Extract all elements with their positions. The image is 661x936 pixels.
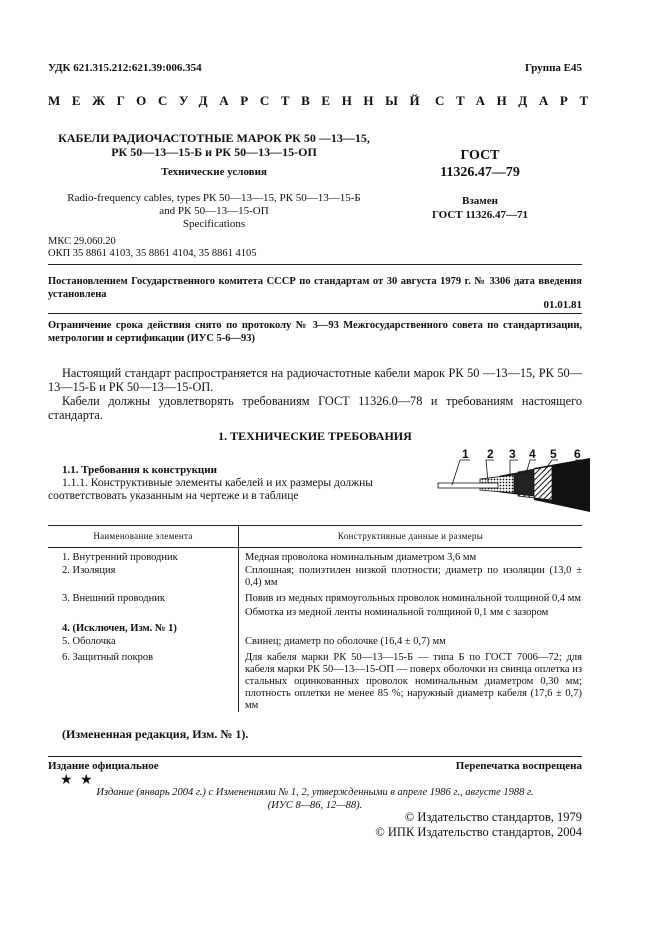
cable-construction-diagram (430, 448, 590, 514)
row-name: 1. Внутренний проводник (48, 548, 239, 565)
row-data (239, 589, 583, 619)
en-line-3: Specifications (182, 218, 246, 230)
decree-text: Постановлением Государственного комитета СССР по стандартам от 30 августа 1979 г. № 3306 дата введения установлена (48, 276, 582, 300)
doc-title (48, 131, 380, 159)
table-row (48, 648, 582, 712)
mks-code: МКС 29.060.20 (48, 236, 116, 247)
diagram-label-2: 2 (487, 448, 494, 461)
row-data: Медная проволока номинальным диаметром 3,6 мм (245, 552, 477, 563)
title-line-2: РК 50—13—15-Б и РК 50—13—15-ОП (111, 145, 317, 159)
okp-code: ОКП 35 8861 4103, 35 8861 4104, 35 8861 4105 (48, 248, 257, 259)
row-name: 4. (Исключен, Изм. № 1) (48, 619, 239, 635)
limitation-text: Ограничение срока действия снято по протоколу № 3—93 Межгосударственного совета по стандартизации, метрологии и сертификации (ИУС 5-6—93) (48, 320, 582, 344)
row-name: 2. Изоляция (48, 564, 239, 589)
title-line-1: КАБЕЛИ РАДИОЧАСТОТНЫЕ МАРОК РК 50 —13—15, (58, 131, 370, 145)
cable-layers (438, 458, 590, 512)
group-code: Группа Е45 (524, 62, 582, 74)
en-line-1: Radio-frequency cables, types РК 50—13—15, РК 50—13—15-Б (67, 192, 361, 204)
divider (48, 264, 582, 265)
diagram-label-3: 3 (509, 448, 516, 461)
diagram-label-6: 6 (574, 448, 581, 461)
gost-number: 11326.47—79 (440, 165, 520, 180)
table-row (48, 635, 582, 648)
doc-subtitle: Технические условия (161, 166, 267, 178)
official-edition: Издание официальное (48, 760, 159, 772)
replace-number: ГОСТ 11326.47—71 (431, 209, 529, 221)
standard-type-right: СТАНДАРТ (435, 93, 600, 108)
col-header-data: Конструктивные данные и размеры (239, 526, 583, 548)
gost-block (420, 147, 540, 181)
row-name: 3. Внешний проводник (48, 589, 239, 619)
construction-table (48, 525, 582, 712)
clause-1-1-1 (62, 477, 373, 490)
edition-line-2: (ИУС 8—86, 12—88). (267, 800, 363, 811)
row-data: Свинец; диаметр по оболочке (16,4 ± 0,7) мм (245, 636, 446, 647)
introduction-date: 01.01.81 (543, 299, 582, 311)
inner-conductor-layer (438, 483, 498, 488)
table-row (48, 619, 582, 635)
en-line-2: and РК 50—13—15-ОП (159, 205, 269, 217)
amended-note: (Измененная редакция, Изм. № 1). (62, 727, 249, 741)
divider (48, 756, 582, 757)
edition-line-1: Издание (январь 2004 г.) с Изменениями № 1, 2, утвержденными в апреле 1986 г., августе 1988 г. (96, 787, 534, 798)
udk-code: УДК 621.315.212:621.39:006.354 (48, 62, 202, 74)
stars: ★ ★ (60, 773, 95, 788)
col-header-name: Наименование элемента (48, 526, 239, 548)
table-row (48, 548, 582, 565)
section-heading: 1. ТЕХНИЧЕСКИЕ ТРЕБОВАНИЯ (218, 429, 412, 443)
table-row (48, 589, 582, 619)
copyright-2004: © ИПК Издательство стандартов, 2004 (375, 825, 582, 839)
diagram-label-4: 4 (529, 448, 536, 461)
edition-info (48, 786, 582, 812)
reprint-notice: Перепечатка воспрещена (455, 760, 582, 772)
row-data (239, 619, 583, 635)
clause-line-1: 1.1.1. Конструктивные элементы кабелей и их размеры должны (62, 477, 373, 489)
copyright-block (375, 810, 582, 840)
standard-type-left: МЕЖГОСУДАРСТВЕННЫЙ (48, 93, 432, 108)
gost-label: ГОСТ (460, 148, 500, 163)
divider (48, 313, 582, 314)
intro-paragraph-2: Кабели должны удовлетворять требованиям ГОСТ 11326.0—78 и требованиям настоящего стандарта. (48, 394, 582, 422)
copyright-1979: © Издательство стандартов, 1979 (404, 810, 582, 824)
row-data-line: Повив из медных прямоугольных проволок номинальной толщиной 0,4 мм (245, 593, 582, 604)
table-row (48, 564, 582, 589)
intro-paragraph-1: Настоящий стандарт распространяется на радиочастотные кабели марок РК 50 —13—15, РК 50—13—15-Б и РК 50—13—15-ОП. (48, 366, 582, 394)
diagram-label-5: 5 (550, 448, 557, 461)
diagram-label-1: 1 (462, 448, 469, 461)
row-data-line: Обмотка из медной ленты номинальной толщиной 0,1 мм с зазором (245, 607, 549, 618)
english-title (48, 192, 380, 231)
row-name: 5. Оболочка (48, 635, 239, 648)
table-header-row (48, 526, 582, 548)
row-data: Для кабеля марки РК 50—13—15-Б — типа Б по ГОСТ 7006—72; для кабеля марки РК 50—13—15-ОП — поверх оболочки из свинца оплетка из стальных оцинкованных проволок номинальным диаметром 0,30 мм; плотность оплетки не менее 85 %; наружный диаметр кабеля (17,6 ± 0,7) мм (245, 652, 582, 711)
row-name: 6. Защитный покров (48, 648, 239, 712)
clause-line-2: соответствовать указанным на чертеже и в таблице (48, 490, 299, 502)
classification-codes (48, 236, 257, 260)
row-data: Сплошная; полиэтилен низкой плотности; диаметр по изоляции (13,0 ± 0,4) мм (245, 565, 582, 588)
replace-label: Взамен (462, 195, 498, 207)
subsection-heading: 1.1. Требования к конструкции (62, 464, 217, 476)
replace-block (410, 194, 550, 222)
